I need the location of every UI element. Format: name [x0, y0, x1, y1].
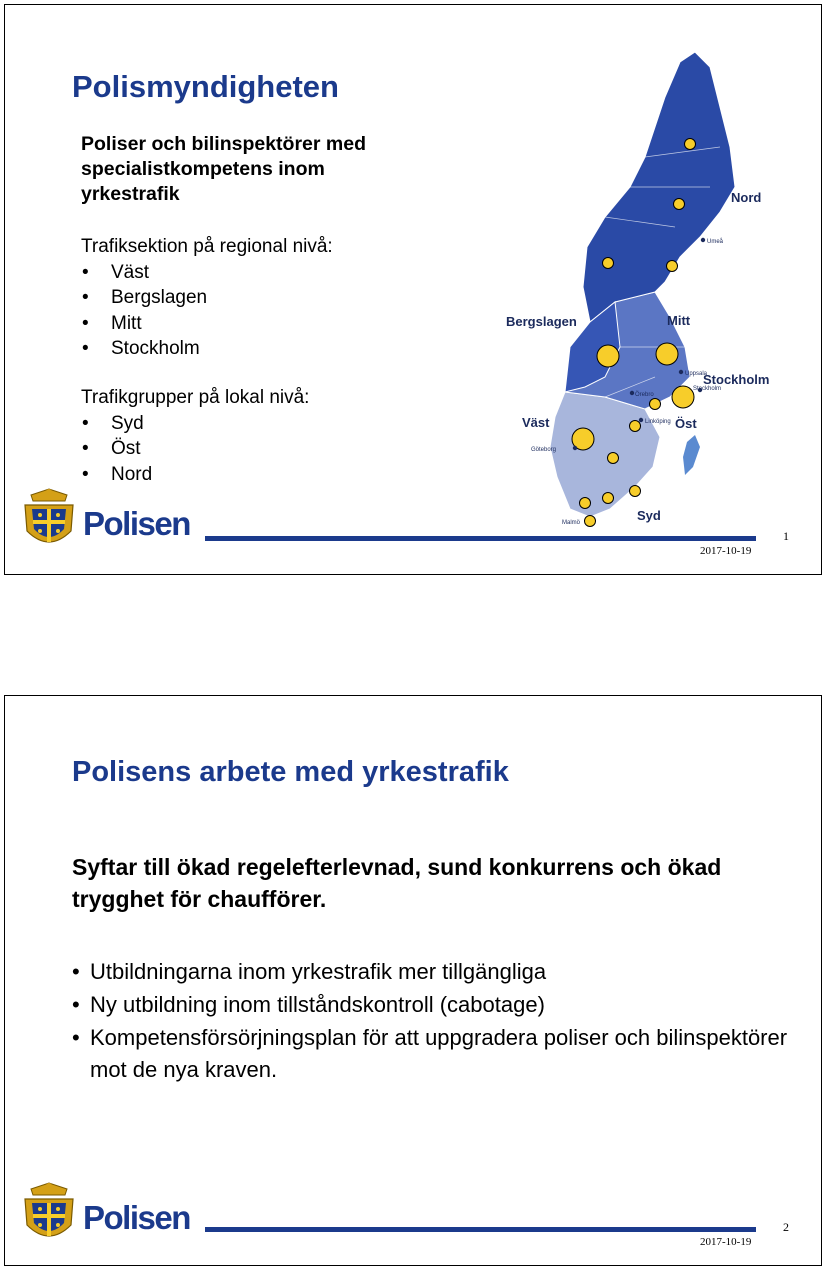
slide-date: 2017-10-19	[700, 1236, 752, 1248]
list-item: • Väst	[81, 260, 333, 286]
list-item: • Bergslagen	[81, 285, 333, 311]
bullet: •	[72, 959, 80, 984]
page-number: 2	[783, 1220, 789, 1234]
bullet: •	[82, 287, 89, 308]
bullet: •	[72, 992, 80, 1017]
page-number: 1	[783, 529, 789, 543]
list-item: • Mitt	[81, 311, 333, 337]
map-city-goteborg: Göteborg	[531, 447, 557, 453]
bullet: •	[82, 261, 89, 283]
map-marker	[685, 139, 696, 150]
bullet-list	[72, 956, 792, 1087]
slide-2	[4, 695, 822, 1266]
map-marker	[603, 258, 614, 269]
map-marker	[580, 498, 591, 509]
list-item: • Kompetensförsörjningsplan för att uppgradera poliser och bilinspektörer mot de nya kraven.	[72, 1022, 792, 1086]
map-label-ost: Öst	[675, 416, 697, 431]
map-marker	[667, 261, 678, 272]
map-label-bergslagen: Bergslagen	[506, 314, 577, 329]
logo-text: Polisen	[83, 505, 190, 542]
police-crest-icon	[21, 487, 77, 553]
sweden-map	[495, 47, 795, 537]
map-marker	[630, 421, 641, 432]
map-marker	[656, 343, 678, 365]
footer-rule	[205, 1227, 756, 1232]
map-marker	[630, 486, 641, 497]
polisen-logo	[21, 487, 190, 558]
map-marker	[672, 386, 694, 408]
local-heading: Trafikgrupper på lokal nivå:	[81, 387, 310, 408]
map-gotland	[683, 435, 700, 475]
local-section	[81, 385, 309, 487]
logo-text: Polisen	[83, 1199, 190, 1236]
list-item: • Ny utbildning inom tillståndskontroll (cabotage)	[72, 989, 792, 1021]
footer-rule	[205, 536, 756, 541]
map-label-mitt: Mitt	[667, 313, 691, 328]
map-label-nord: Nord	[731, 190, 762, 205]
map-city-malmo: Malmö	[562, 520, 581, 526]
bullet: •	[82, 463, 89, 485]
map-marker	[597, 345, 619, 367]
map-city-orebro: Örebro	[635, 392, 654, 398]
slide-title: Polismyndigheten	[72, 69, 339, 104]
map-city-umea: Umeå	[707, 239, 724, 245]
polisen-logo	[21, 1181, 190, 1252]
map-marker	[585, 516, 596, 527]
slide-1	[4, 4, 822, 575]
bullet: •	[82, 412, 89, 434]
list-item: • Öst	[81, 436, 309, 462]
police-crest-icon	[21, 1181, 77, 1247]
local-list	[81, 411, 309, 488]
list-item: • Utbildningarna inom yrkestrafik mer tillgängliga	[72, 956, 792, 988]
bullet: •	[82, 338, 89, 359]
slide-date: 2017-10-19	[700, 545, 752, 557]
list-item: • Stockholm	[81, 336, 333, 362]
lead-text: Poliser och bilinspektörer med specialistkompetens inom yrkestrafik	[81, 133, 366, 205]
list-item: • Nord	[81, 462, 309, 488]
list-item: • Syd	[81, 411, 309, 437]
regional-list	[81, 260, 333, 362]
bullet: •	[82, 312, 89, 334]
map-label-stockholm: Stockholm	[703, 372, 770, 387]
map-marker	[650, 399, 661, 410]
map-city-uppsala: Uppsala	[685, 371, 708, 377]
map-city-linkoping: Linköping	[645, 419, 671, 425]
map-label-syd: Syd	[637, 508, 661, 523]
map-marker	[674, 199, 685, 210]
slide-title: Polisens arbete med yrkestrafik	[72, 756, 509, 788]
map-label-vast: Väst	[522, 415, 550, 430]
regional-section	[81, 234, 333, 362]
map-marker	[608, 453, 619, 464]
lead-text: Syftar till ökad regelefterlevnad, sund konkurrens och ökad trygghet för chaufförer.	[72, 854, 722, 912]
map-marker	[603, 493, 614, 504]
regional-heading: Trafiksektion på regional nivå:	[81, 236, 333, 257]
bullet: •	[82, 438, 89, 459]
map-city-stockholm: Stockholm	[693, 386, 722, 392]
bullet: •	[72, 1025, 80, 1050]
